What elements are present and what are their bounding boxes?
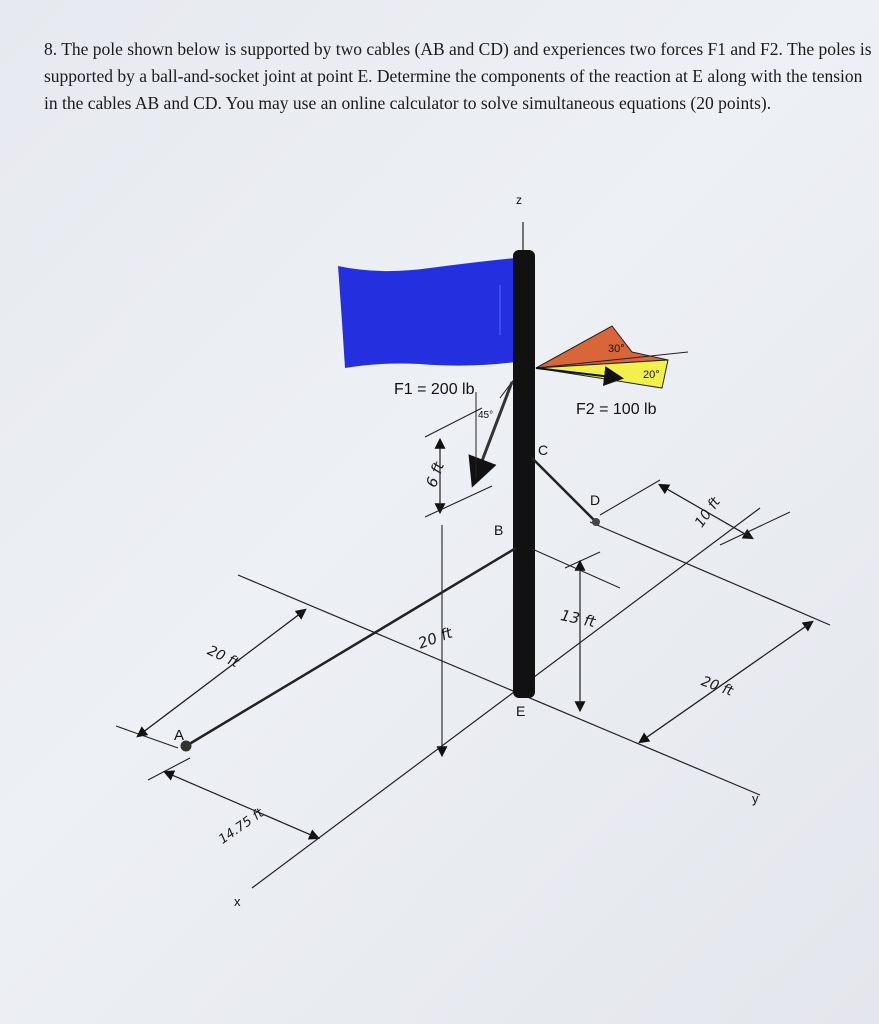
f1-angle-label: 45° — [478, 410, 494, 421]
dimension-20ft-left — [116, 610, 305, 748]
point-e-label: E — [516, 703, 526, 719]
x-axis-line — [252, 508, 760, 888]
dim-20ft-right-label: 20 ft — [698, 673, 736, 700]
problem-body: The pole shown below is supported by two cables (AB and CD) and experiences two forces F1 and F2. The poles is supported by a ball-and-socket joint at point E. Determine the components of the reaction at E along with the tension in the cables AB and CD. You may use an online calculator to solve simultaneous equations (20 points). — [44, 39, 872, 113]
dim-20ft-left-label: 20 ft — [204, 642, 242, 672]
d-ground-line — [590, 522, 830, 625]
f1-label: F1 = 200 lb — [394, 381, 475, 398]
dim-6ft-label: 6 ft — [422, 459, 448, 490]
dim-20ft-pole-label: 20 ft — [415, 623, 455, 653]
cable-cd — [532, 458, 596, 522]
f2-label: F2 = 100 lb — [576, 401, 657, 418]
f2-angle-30-label: 30° — [608, 343, 625, 355]
point-d-marker — [592, 518, 600, 526]
flag — [338, 258, 515, 368]
f1-arrow — [474, 382, 512, 482]
point-c-label: C — [538, 442, 549, 458]
point-b-label: B — [494, 522, 504, 538]
z-axis-label: z — [516, 193, 522, 207]
y-axis-label: y — [752, 791, 759, 806]
problem-number: 8. — [44, 39, 58, 59]
dim-13ft-label: 13 ft — [558, 606, 597, 632]
point-a-label: A — [174, 727, 185, 744]
x-axis-label: x — [234, 894, 241, 909]
pole — [513, 250, 535, 698]
dim-1475ft-label: 14.75 ft — [216, 805, 267, 848]
cable-ab — [186, 548, 516, 746]
dimension-10ft — [600, 480, 790, 545]
f2-angle-20-label: 20° — [643, 369, 660, 381]
y-axis-line — [238, 575, 760, 795]
pole-base-line — [530, 548, 620, 588]
point-d-label: D — [590, 492, 601, 508]
dim-10ft-label: 10 ft — [691, 494, 724, 531]
